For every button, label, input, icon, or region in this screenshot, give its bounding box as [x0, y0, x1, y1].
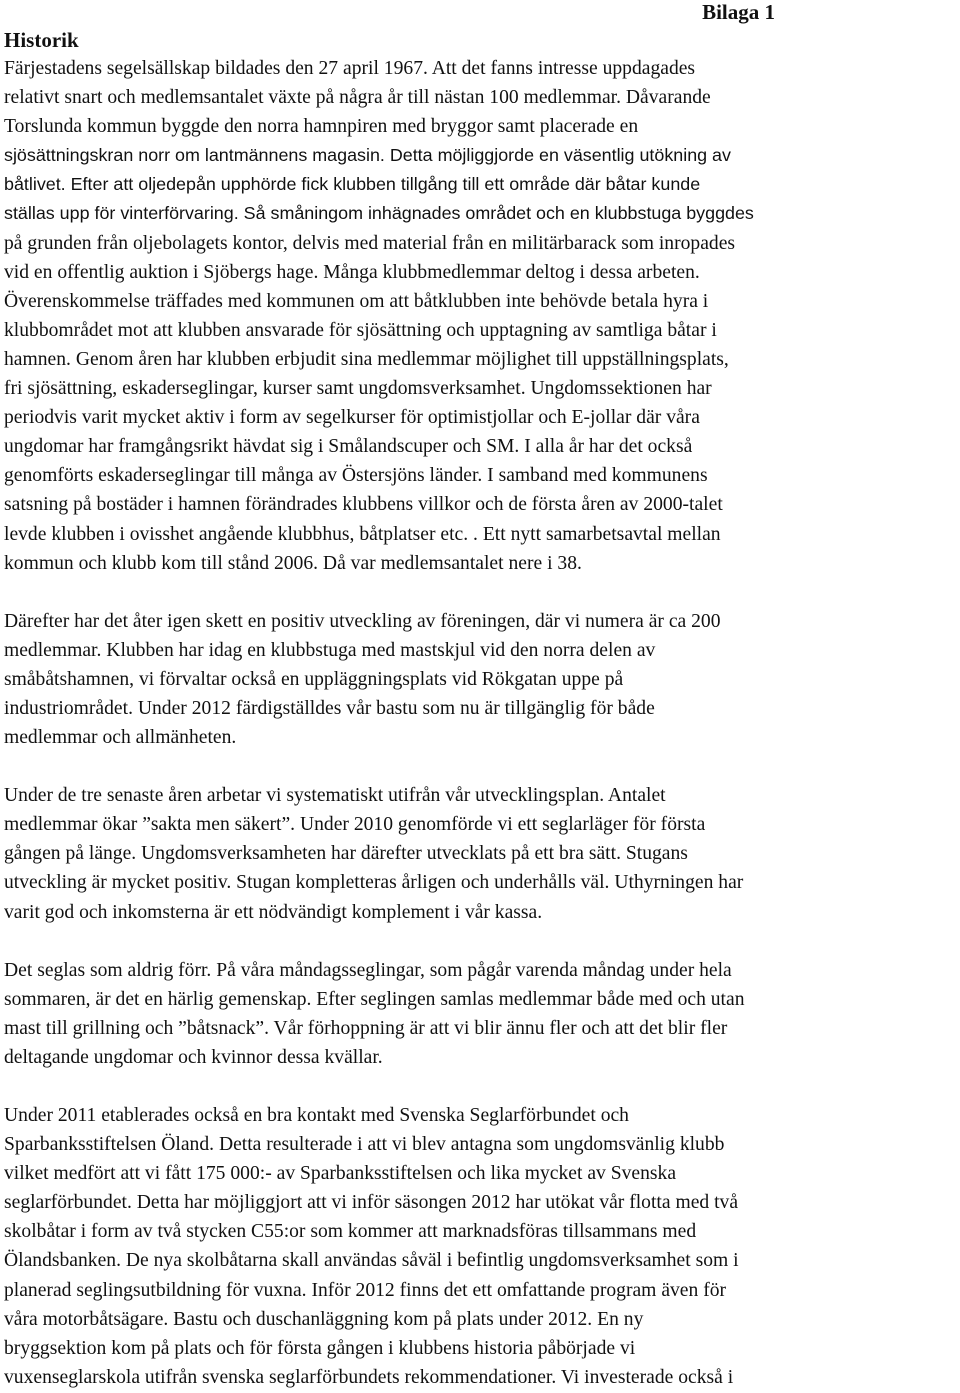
text-line: medlemmar ökar ”sakta men säkert”. Under 2010 genomförde vi ett seglarläger för första — [4, 814, 706, 836]
paragraph-gap — [4, 1072, 956, 1101]
text-line: vuxenseglarskola utifrån svenska seglarförbundets rekommendationer. Vi investerade också i — [4, 1366, 734, 1388]
text-line: Ölandsbanken. De nya skolbåtarna skall användas såväl i befintlig ungdomsverksamhet som i — [4, 1250, 739, 1272]
text-line: våra motorbåtsägare. Bastu och duschanläggning kom på plats under 2012. En ny — [4, 1308, 644, 1330]
text-line: småbåtshamnen, vi förvaltar också en uppläggningsplats vid Rökgatan uppe på — [4, 668, 624, 690]
text-line: relativt snart och medlemsantalet växte på några år till nästan 100 medlemmar. Dåvarande — [4, 87, 711, 109]
text-line: bryggsektion kom på plats och för första gången i klubbens historia påbörjade vi — [4, 1337, 636, 1359]
paragraph-gap — [4, 927, 956, 956]
text-line: periodvis varit mycket aktiv i form av segelkurser för optimistjollar och E-jollar där våra — [4, 407, 700, 429]
appendix-label: Bilaga 1 — [702, 0, 775, 24]
paragraph-sailing — [4, 956, 956, 1072]
text-line: medlemmar och allmänheten. — [4, 727, 237, 749]
paragraph-gap — [4, 752, 956, 781]
paragraph-contacts — [4, 1101, 956, 1392]
text-line: mast till grillning och ”båtsnack”. Vår förhoppning är att vi blir ännu fler och att det blir fler — [4, 1017, 728, 1039]
text-line: ställas upp för vinterförvaring. Så småningom inhägnades området och en klubbstuga byggdes — [4, 203, 754, 224]
text-line: satsning på bostäder i hamnen förändrades klubbens villkor och de första åren av 2000-talet — [4, 494, 723, 516]
text-line: sjösättningskran norr om lantmännens magasin. Detta möjliggjorde en väsentlig utökning av — [4, 145, 731, 166]
text-line: seglarförbundet. Detta har möjliggjort att vi inför säsongen 2012 har utökat vår flotta med två — [4, 1192, 739, 1214]
text-line: medlemmar. Klubben har idag en klubbstuga med mastskjul vid den norra delen av — [4, 639, 656, 661]
text-line: fri sjösättning, eskaderseglingar, kurser samt ungdomsverksamhet. Ungdomssektionen har — [4, 378, 712, 400]
paragraph-growth — [4, 607, 956, 752]
text-line: genomförts eskaderseglingar till många av Östersjöns länder. I samband med kommunens — [4, 465, 708, 487]
text-line: Överenskommelse träffades med kommunen om att båtklubben inte behövde betala hyra i — [4, 290, 709, 312]
text-line: Det seglas som aldrig förr. På våra måndagsseglingar, som pågår varenda måndag under hela — [4, 959, 732, 981]
text-line: sommaren, är det en härlig gemenskap. Efter seglingen samlas medlemmar både med och utan — [4, 988, 745, 1010]
text-line: båtlivet. Efter att oljedepån upphörde fick klubben tillgång till ett område där båtar kunde — [4, 174, 701, 195]
text-line: vid en offentlig auktion i Sjöbergs hage. Många klubbmedlemmar deltog i dessa arbeten. — [4, 261, 700, 283]
text-line: Färjestadens segelsällskap bildades den 27 april 1967. Att det fanns intresse uppdagades — [4, 58, 696, 79]
text-line: gången på länge. Ungdomsverksamheten har därefter utvecklats på ett bra sätt. Stugans — [4, 843, 688, 865]
text-line: utveckling är mycket positiv. Stugan kompletteras årligen och underhålls väl. Uthyrningen har — [4, 872, 744, 894]
text-line: på grunden från oljebolagets kontor, delvis med material från en militärbarack som inropades — [4, 232, 736, 254]
text-line: Sparbanksstiftelsen Öland. Detta resulterade i att vi blev antagna som ungdomsvänlig klubb — [4, 1134, 725, 1156]
text-line: Torslunda kommun byggde den norra hamnpiren med bryggor samt placerade en — [4, 116, 639, 138]
text-line: Därefter har det åter igen skett en positiv utveckling av föreningen, där vi numera är ca 200 — [4, 610, 721, 632]
text-line: levde klubben i ovisshet angående klubbhus, båtplatser etc. . Ett nytt samarbetsavtal mellan — [4, 523, 721, 545]
paragraph-history — [4, 54, 956, 578]
paragraph-gap — [4, 578, 956, 607]
text-line: skolbåtar i form av två stycken C55:or som kommer att marknadsföras tillsammans med — [4, 1221, 697, 1243]
paragraph-development-plan — [4, 781, 956, 926]
text-line: klubbområdet mot att klubben ansvarade för sjösättning och upptagning av samtliga båtar i — [4, 319, 717, 341]
text-line: industriområdet. Under 2012 färdigställdes vår bastu som nu är tillgänglig för både — [4, 697, 655, 719]
text-line: varit god och inkomsterna är ett nödvändigt komplement i vår kassa. — [4, 901, 543, 923]
text-line: deltagande ungdomar och kvinnor dessa kvällar. — [4, 1046, 383, 1068]
text-line: Under de tre senaste åren arbetar vi systematiskt utifrån vår utvecklingsplan. Antalet — [4, 785, 666, 807]
text-line: planerad seglingsutbildning för vuxna. Inför 2012 finns det ett omfattande program även för — [4, 1279, 727, 1301]
document-body — [4, 54, 956, 1392]
text-line: kommun och klubb kom till stånd 2006. Då var medlemsantalet nere i 38. — [4, 552, 582, 574]
text-line: Under 2011 etablerades också en bra kontakt med Svenska Seglarförbundet och — [4, 1105, 629, 1126]
text-line: vilket medfört att vi fått 175 000:- av Sparbanksstiftelsen och lika mycket av Svenska — [4, 1163, 677, 1185]
section-heading: Historik — [4, 28, 79, 52]
text-line: ungdomar har framgångsrikt hävdat sig i Smålandscuper och SM. I alla år har det också — [4, 436, 693, 458]
text-line: hamnen. Genom åren har klubben erbjudit sina medlemmar möjlighet till uppställningsplats, — [4, 348, 729, 370]
